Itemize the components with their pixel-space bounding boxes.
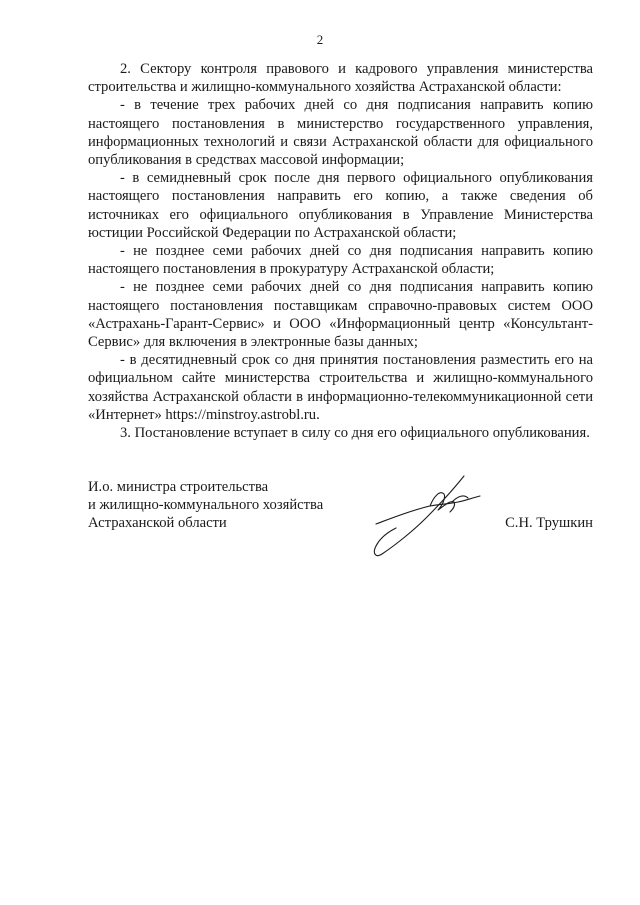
signer-title-line: и жилищно-коммунального хозяйства <box>88 497 324 514</box>
paragraph-item-2: 2. Сектору контроля правового и кадрового управления министерства строительства и жилищно-коммунального хозяйства Астраханской области: <box>88 61 593 96</box>
signer-title-line: И.о. министра строительства <box>88 479 269 495</box>
signer-title-line: Астраханской области <box>88 515 227 532</box>
document-body <box>88 60 593 442</box>
paragraph-bullet-4: - не позднее семи рабочих дней со дня подписания направить копию настоящего постановления поставщикам справочно-правовых систем ООО «Астрахань-Гарант-Сервис» и ООО «Информационный центр «Консультант-Сервис» для включения в электронные базы данных; <box>88 279 593 351</box>
signature-block <box>88 478 593 533</box>
paragraph-bullet-3: - не позднее семи рабочих дней со дня подписания направить копию настоящего постановления в прокуратуру Астраханской области; <box>88 243 593 278</box>
paragraph-bullet-2: - в семидневный срок после дня первого официального опубликования настоящего постановления направить его копию, а также сведения об источниках его официального опубликования в Управление Министерства юстиции Российской Федерации по Астраханской области; <box>88 170 593 241</box>
handwritten-signature <box>368 472 488 560</box>
signer-name: С.Н. Трушкин <box>505 515 593 531</box>
paragraph-bullet-5: - в десятидневный срок со дня принятия постановления разместить его на официальном сайте министерства строительства и жилищно-коммунального хозяйства Астраханской области в информационно-телекоммуникационной сети «Интернет» https://minstroy.astrobl.ru. <box>88 352 593 423</box>
paragraph-item-3: 3. Постановление вступает в силу со дня его официального опубликования. <box>120 425 590 442</box>
paragraph-bullet-1: - в течение трех рабочих дней со дня подписания направить копию настоящего постановления в министерство государственного управления, информационных технологий и связи Астраханской области для официального опубликования в средствах массовой информации; <box>88 97 593 169</box>
page-number: 2 <box>316 32 324 47</box>
